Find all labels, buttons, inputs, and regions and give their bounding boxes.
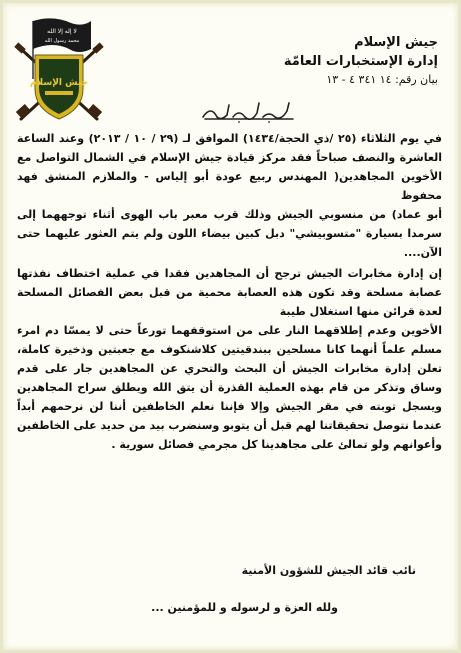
svg-text:جيش الإسلام: جيش الإسلام	[29, 78, 89, 88]
paragraph-names: أبو عماد) من منسوبي الجيش وذلك قرب معبر باب الهوى أثناء توجههما إلى سرمدا بسيارة "متسوبيشي" دبل كبين بيضاء اللون ولم يتم العثور عليهما حتى الآن....	[17, 208, 442, 259]
header-block	[284, 33, 438, 89]
shield-icon	[30, 55, 88, 119]
statement-number: بيان رقم: ١٤ ٣٤١ ٤ - ١٣	[326, 73, 438, 86]
army-emblem-logo	[13, 9, 105, 127]
basmala-calligraphy	[199, 97, 299, 125]
organization-name: جيش الإسلام	[354, 35, 438, 50]
closing-line: ولله العزة و لرسوله و للمؤمنين ...	[151, 601, 338, 614]
signature-line: نائب قائد الجيش للشؤون الأمنية	[241, 564, 416, 577]
paragraph-warning: الأخوين وعدم إطلاقهما النار على من استوقفهما تورعاً حتى لا يمسّا دم امرء مسلم علماً أنهما كانا مسلحين ببندقيتين كلاشنكوف مع جعبتين وذخيرة كاملة، تعلن إدارة مخابرات الجيش أن البحث والتحري عن المجاهدين جار على قدم وساق وتذكر من قام بهذه العملية القذرة أن يتق الله ويطلق سراح المجاهدين ويسجل توبته في مقر الجيش وإلا فإننا نعلم الخاطفين أننا لن نرحمهم أبداً عندما نتوصل تحقيقاتنا لهم قبل أن يتوبو وسنضرب بيد من حديد على الخاطفين وأعوانهم ولو تمالئ على مجاهدينا كل مجرمي فصائل سورية .	[17, 324, 442, 451]
svg-text:لا إله إلا الله: لا إله إلا الله	[47, 28, 77, 35]
paragraph-assessment: إن إدارة مخابرات الجيش ترجح أن المجاهدين فقدا في عملية اختطاف نفذتها عصابة مسلحة وقد تكون هذه العصابة محمية من قبل بعض الفصائل المسلحة لعدة قرائن منها استغلال طيبة	[17, 267, 442, 318]
paragraph-incident: في يوم الثلاثاء (٢٥ /ذي الحجة/١٤٣٤) الموافق لـ (٢٩ / ١٠ / ٢٠١٣) وعند الساعة العاشرة والنصف صباحاً فقد مركز قيادة جيش الإسلام في الشمال التواصل مع الأخوين المجاهدين( المهندس ربيع عودة أبو إلياس - والملازم المنشق فهد محفوظ	[17, 132, 442, 202]
department-name: إدارة الإستخبارات العامّة	[283, 54, 438, 69]
statement-body	[17, 129, 442, 454]
svg-text:محمد رسول الله: محمد رسول الله	[44, 38, 80, 44]
